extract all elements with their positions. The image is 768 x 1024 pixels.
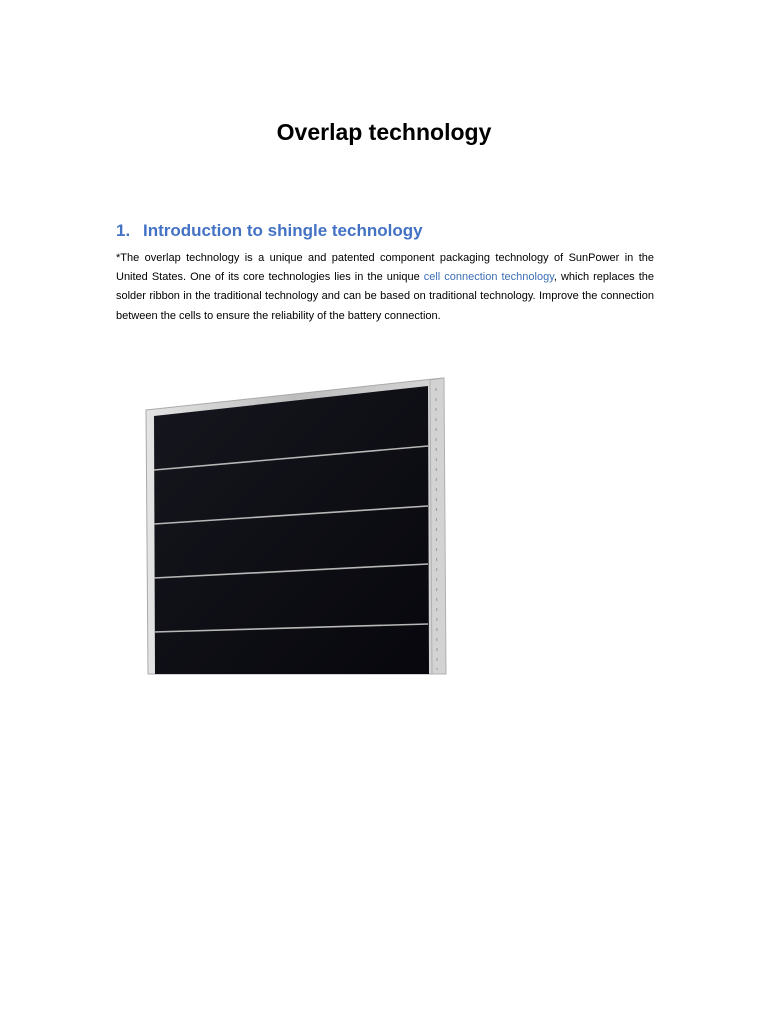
document-title: Overlap technology [276,119,492,145]
solar-panel-image [142,374,470,676]
intro-paragraph-text-1: *The overlap technology is a unique and patented component packaging technology of SunPower in the United States. One of its core technologies lies in the unique [116,252,654,284]
cell-connection-technology-link[interactable]: cell connection technology [423,271,554,284]
section-heading [116,218,423,244]
panel-frame-edge [430,378,446,674]
section-heading-text: Introduction to shingle technology [143,221,423,240]
solar-panel-illustration [142,374,470,676]
section-number: 1. [116,221,131,240]
intro-paragraph-text-2: , which replaces the solder ribbon in the traditional technology and can be based on traditional technology. Improve the connection between the cells to ensure the reliability of the battery connection. [116,271,654,322]
intro-paragraph [116,249,654,326]
